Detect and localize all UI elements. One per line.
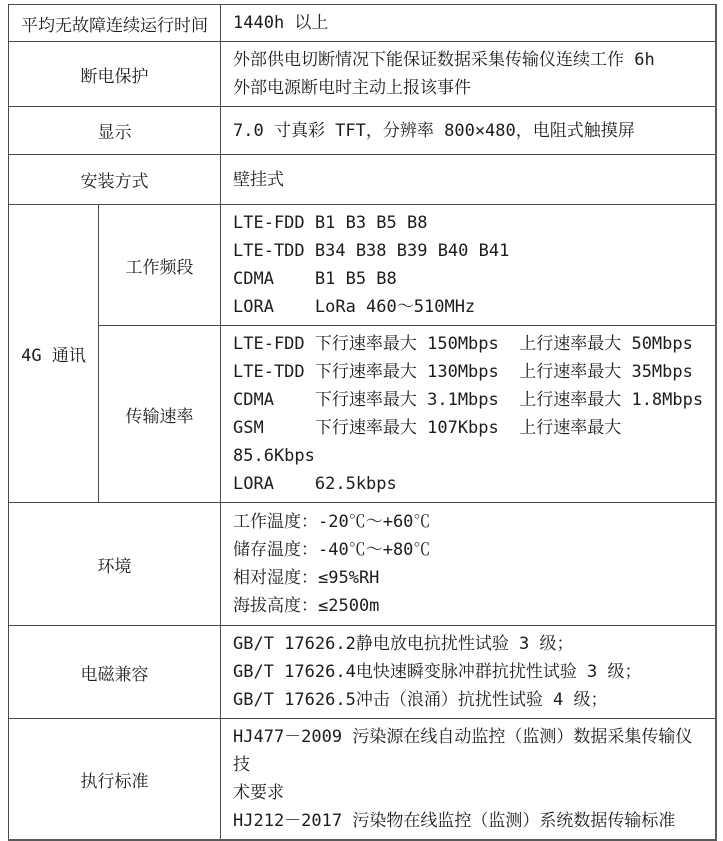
value-line: 7.0 寸真彩 TFT，分辨率 800×480，电阻式触摸屏 xyxy=(233,120,635,141)
value-line: LTE-FDD 下行速率最大 150Mbps 上行速率最大 50Mbps xyxy=(233,334,693,354)
row-value-display xyxy=(221,107,716,155)
value-line: 1440h 以上 xyxy=(233,13,329,33)
value-line: 术要求 xyxy=(233,783,284,803)
table-row-working-bands xyxy=(9,205,716,326)
value-line: CDMA B1 B5 B8 xyxy=(233,269,397,289)
value-line: LTE-TDD 下行速率最大 130Mbps 上行速率最大 35Mbps xyxy=(233,362,693,382)
table-row-power-failure-protection xyxy=(9,42,716,107)
row-label-power-failure-protection: 断电保护 xyxy=(9,42,221,107)
value-line: 外部电源断电时主动上报该事件 xyxy=(233,78,471,98)
value-line: 壁挂式 xyxy=(233,169,284,190)
value-line: LORA LoRa 460～510MHz xyxy=(233,297,476,317)
row-label-environment: 环境 xyxy=(9,503,221,626)
row-value-emc xyxy=(221,626,716,719)
value-line: LTE-TDD B34 B38 B39 B40 B41 xyxy=(233,241,510,261)
row-label-working-bands: 工作频段 xyxy=(99,205,221,326)
value-line: 工作温度：-20℃～+60℃ xyxy=(233,512,431,532)
value-line: HJ477－2009 污染源在线自动监控（监测）数据采集传输仪技 xyxy=(233,727,693,775)
spec-table xyxy=(8,4,717,841)
row-label-mtbf: 平均无故障连续运行时间 xyxy=(9,5,221,42)
value-line: 外部供电切断情况下能保证数据采集传输仪连续工作 6h xyxy=(233,50,655,70)
row-label-display: 显示 xyxy=(9,107,221,155)
value-line: GB/T 17626.2静电放电抗扰性试验 3 级； xyxy=(233,634,574,654)
row-label-mounting: 安装方式 xyxy=(9,155,221,205)
row-label-transfer-rates: 传输速率 xyxy=(99,326,221,503)
table-row-mounting xyxy=(9,155,716,205)
row-label-standards: 执行标准 xyxy=(9,719,221,841)
value-line: GB/T 17626.5冲击（浪涌）抗扰性试验 4 级； xyxy=(233,690,608,710)
table-row-transfer-rates xyxy=(9,326,716,503)
row-value-mounting xyxy=(221,155,716,205)
row-value-mtbf xyxy=(221,5,716,42)
row-label-emc: 电磁兼容 xyxy=(9,626,221,719)
value-line: GB/T 17626.4电快速瞬变脉冲群抗扰性试验 3 级； xyxy=(233,662,642,682)
value-line: 海拔高度：≤2500m xyxy=(233,596,380,616)
value-line: 储存温度：-40℃～+80℃ xyxy=(233,540,431,560)
table-row-display xyxy=(9,107,716,155)
table-row-emc xyxy=(9,626,716,719)
value-line: LTE-FDD B1 B3 B5 B8 xyxy=(233,213,428,233)
row-value-transfer-rates xyxy=(221,326,716,503)
row-value-standards xyxy=(221,719,716,841)
value-line: CDMA 下行速率最大 3.1Mbps 上行速率最大 1.8Mbps xyxy=(233,390,704,410)
row-value-power-failure-protection xyxy=(221,42,716,107)
value-line: 相对湿度：≤95%RH xyxy=(233,568,380,588)
value-line: GSM 下行速率最大 107Kbps 上行速率最大 85.6Kbps xyxy=(233,418,632,466)
table-row-environment xyxy=(9,503,716,626)
group-label-4g-comm: 4G 通讯 xyxy=(9,205,99,503)
value-line: HJ212－2017 污染物在线监控（监测）系统数据传输标准 xyxy=(233,811,676,831)
row-value-environment xyxy=(221,503,716,626)
value-line: LORA 62.5kbps xyxy=(233,474,397,494)
table-row-mtbf xyxy=(9,5,716,42)
table-row-standards xyxy=(9,719,716,841)
row-value-working-bands xyxy=(221,205,716,326)
